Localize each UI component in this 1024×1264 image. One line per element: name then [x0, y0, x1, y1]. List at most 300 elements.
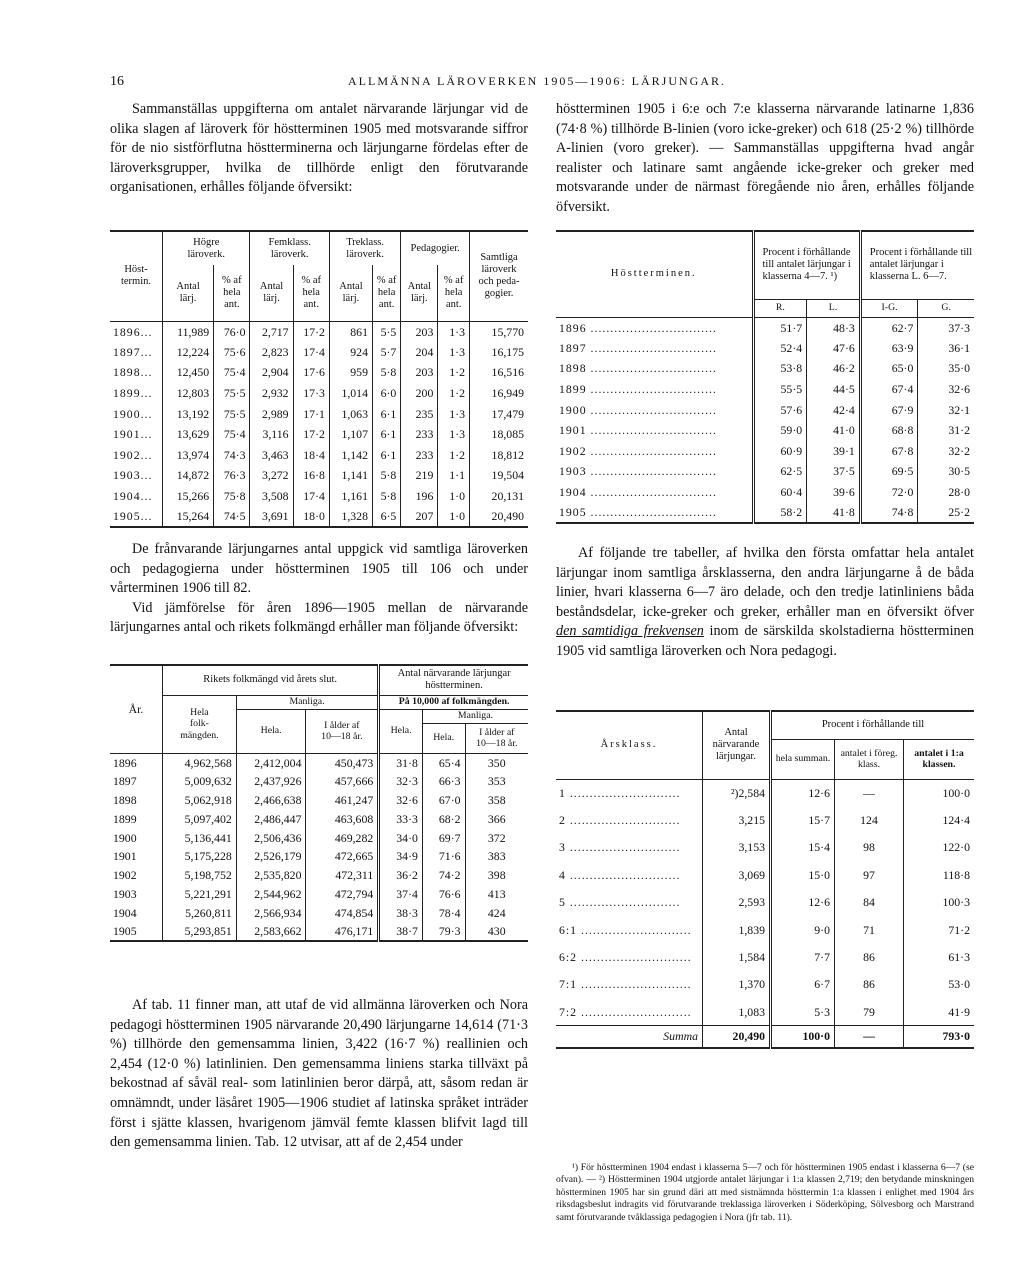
intro-paragraph: Sammanställas uppgifterna om antalet närvarande lärjungar vid de olika slagen af läroverk för höstterminen 1905 med motsvarande siffror för de nio sistförflutna höstterminerna och lärjungarne fördelas efter de läroverksgrupper, hvilka de tillhörde enligt den förutvarande organisationen, erhålles följande öfversikt: [110, 101, 528, 196]
table-row [110, 445, 528, 466]
t2-cell: 430 [487, 924, 506, 939]
t4-class: 6:1 ............................ [556, 916, 703, 943]
t2-year: 1896 [110, 753, 163, 772]
t2-year: 1904 [110, 903, 163, 922]
t4-cell: 71 [835, 916, 904, 943]
t3-year: 1905 ................................ [556, 502, 753, 523]
t1-cell: 18·4 [293, 445, 329, 466]
t1-cell: 2,717 [250, 321, 293, 342]
t2-hela-folk: Hela folk- mängden. [163, 695, 237, 753]
t2-cell: 2,486,447 [236, 809, 306, 828]
t1-cell: 1·3 [438, 321, 470, 342]
t2-cell: 383 [487, 849, 506, 864]
t1-cell: 1·0 [438, 486, 470, 507]
t3-cell: 39·6 [807, 482, 861, 503]
t4-sum-cell: 20,490 [703, 1026, 771, 1048]
t2-cell: 358 [487, 792, 506, 807]
t2-cell: 74·2 [422, 866, 465, 885]
table-row [110, 903, 528, 922]
t3-year: 1896 ................................ [556, 317, 753, 338]
absent-paragraph: De frånvarande lärjungarnes antal uppgick vid samtliga läroverken och pedagogierna under höstterminen 1905 till 106 och under vårterminen 1906 till 82. [110, 541, 528, 597]
t1-year: 1898... [110, 362, 163, 383]
t1-cell: 20,490 [491, 509, 524, 524]
t2-cell: 36·2 [379, 866, 423, 885]
t1-cell: 2,932 [250, 383, 293, 404]
t1-cell: 1·2 [438, 445, 470, 466]
table-row [556, 482, 974, 503]
t2-year: 1897 [110, 772, 163, 791]
t3-year: 1902 ................................ [556, 441, 753, 462]
t1-cell: 76·0 [214, 321, 250, 342]
t1-cell: 17·4 [293, 486, 329, 507]
t2-cell: 413 [487, 886, 506, 901]
table-row [110, 772, 528, 791]
t4-cell: 71·2 [948, 922, 970, 937]
t3-cell: 39·1 [807, 441, 861, 462]
t1-cell: 75·6 [214, 342, 250, 363]
t4-sum-cell: 793·0 [942, 1029, 970, 1044]
table-row [110, 383, 528, 404]
t1-year: 1904... [110, 486, 163, 507]
t1-cell: 6·1 [372, 403, 400, 424]
t1-cell: 16·8 [293, 465, 329, 486]
t1-year: 1900... [110, 403, 163, 424]
t4-sum-label: Summa [556, 1026, 703, 1048]
t1-group-pedagogier: Pedagogier. [401, 231, 470, 265]
t1-cell: 75·4 [214, 362, 250, 383]
t3-cell: 42·4 [807, 399, 861, 420]
t1-cell: 12,450 [163, 362, 214, 383]
t2-cell: 2,412,004 [236, 753, 306, 772]
t3-cell: 52·4 [753, 338, 807, 359]
t2-antal-manliga-alder: I ålder af 10—18 år. [476, 726, 518, 749]
t3-cell: 55·5 [753, 379, 807, 400]
t1-col-total: Samtliga läroverk och peda- gogier. [478, 252, 520, 300]
table-row [110, 342, 528, 363]
t2-manliga: Manliga. [236, 695, 378, 709]
t1-cell: 17·1 [293, 403, 329, 424]
t1-cell: 233 [401, 445, 438, 466]
t3-year: 1904 ................................ [556, 482, 753, 503]
t2-cell: 5,062,918 [163, 791, 237, 810]
comparison-paragraph: Vid jämförelse för åren 1896—1905 mellan de närvarande lärjungarnes antal och rikets folkmängd erhåller man följande öfversikt: [110, 599, 528, 636]
t1-cell: 5·8 [372, 465, 400, 486]
t3-cell: 60·4 [753, 482, 807, 503]
t4-cell: 124·4 [942, 813, 970, 828]
table-row [556, 834, 974, 861]
t1-cell: 1·2 [438, 362, 470, 383]
t2-cell: 68·2 [422, 809, 465, 828]
table-row [110, 486, 528, 507]
t1-cell: 3,691 [250, 506, 293, 527]
t2-cell: 474,854 [306, 903, 379, 922]
t4-cell: 118·8 [942, 867, 970, 882]
t4-cell: 12·6 [771, 889, 835, 916]
t3-cell: 41·0 [807, 420, 861, 441]
t4-cell: 1,370 [703, 971, 771, 998]
t1-cell: 18,812 [491, 447, 524, 462]
table-row [110, 847, 528, 866]
t4-cell: 84 [835, 889, 904, 916]
t2-cell: 5,293,851 [163, 922, 237, 941]
t2-cell: 5,097,402 [163, 809, 237, 828]
t3-group2: Procent i förhållande till antalet lärjungar i klasserna L. 6—7. [869, 247, 973, 283]
t4-cell: 97 [835, 861, 904, 888]
t3-cell: 72·0 [860, 482, 918, 503]
table-row [110, 424, 528, 445]
t2-group-students: Antal närvarande lärjungar höstterminen. [379, 665, 528, 695]
table-row [556, 971, 974, 998]
t1-cell: 15,770 [491, 324, 524, 339]
table-row [110, 321, 528, 342]
t2-cell: 476,171 [306, 922, 379, 941]
t3-cell: 65·0 [860, 358, 918, 379]
t4-cell: 100·3 [942, 895, 970, 910]
frequency-text: Af följande tre tabeller, af hvilka den första omfattar hela antalet lärjungar inom samtliga årsklasserna, den andra lärjungarne å de båda linier, hvari klasserna 6—7 äro delade, och den tredje latinliniens båda beståndsdelar, icke-greker och greker, erhåller man en öfversikt öfver [556, 545, 974, 620]
t4-cell: 2,593 [703, 889, 771, 916]
t1-cell: 17·3 [293, 383, 329, 404]
t2-antal-hela: Hela. [379, 709, 423, 753]
t3-cell: 35·0 [948, 361, 970, 376]
t1-cell: 17·6 [293, 362, 329, 383]
table-row [556, 317, 974, 338]
t4-class: 7:1 ............................ [556, 971, 703, 998]
t4-class: 1 ............................ [556, 779, 703, 806]
t4-col-antal: Antal närvarande lärjungar. [703, 711, 771, 779]
t2-cell: 2,583,662 [236, 922, 306, 941]
t1-cell: 12,224 [163, 342, 214, 363]
table-row [556, 441, 974, 462]
t3-cell: 31·2 [948, 423, 970, 438]
t1-cell: 13,629 [163, 424, 214, 445]
t1-cell: 12,803 [163, 383, 214, 404]
table-row [110, 885, 528, 904]
t2-cell: 2,544,962 [236, 885, 306, 904]
t3-year: 1897 ................................ [556, 338, 753, 359]
t1-cell: 17·4 [293, 342, 329, 363]
t2-cell: 457,666 [306, 772, 379, 791]
t1-cell: 18·0 [293, 506, 329, 527]
t3-cell: 48·3 [807, 317, 861, 338]
t1-sub-antal: Antal lärj. [250, 265, 293, 321]
t1-cell: 1·2 [438, 383, 470, 404]
t2-manliga-hela: Hela. [236, 709, 306, 753]
t1-cell: 17·2 [293, 321, 329, 342]
t4-cell: 1,584 [703, 943, 771, 970]
t2-cell: 34·9 [379, 847, 423, 866]
t1-cell: 6·1 [372, 445, 400, 466]
table-row [556, 358, 974, 379]
t1-cell: 75·5 [214, 383, 250, 404]
t1-cell: 6·0 [372, 383, 400, 404]
t3-cell: 62·7 [860, 317, 918, 338]
t1-cell: 861 [329, 321, 372, 342]
t1-sub-antal: Antal lärj. [163, 265, 214, 321]
t3-cell: 32·1 [948, 402, 970, 417]
t1-cell: 235 [401, 403, 438, 424]
t3-cell: 44·5 [807, 379, 861, 400]
t1-cell: 13,974 [163, 445, 214, 466]
t3-sub-ig: I-G. [860, 299, 918, 317]
t4-cell: 9·0 [771, 916, 835, 943]
t1-cell: 924 [329, 342, 372, 363]
t1-cell: 20,131 [491, 489, 524, 504]
t1-group-treklass: Treklass. läroverk. [329, 231, 400, 265]
t1-cell: 2,823 [250, 342, 293, 363]
t2-cell: 472,665 [306, 847, 379, 866]
table-row [110, 922, 528, 941]
t3-cell: 30·5 [948, 464, 970, 479]
t2-cell: 366 [487, 811, 506, 826]
t1-cell: 1,328 [329, 506, 372, 527]
t1-cell: 959 [329, 362, 372, 383]
t2-cell: 350 [487, 755, 506, 770]
t1-cell: 17,479 [491, 406, 524, 421]
table-row [556, 399, 974, 420]
left-intro [110, 100, 528, 198]
t4-col-class: Årsklass. [556, 711, 703, 779]
t1-cell: 75·4 [214, 424, 250, 445]
latin-paragraph: höstterminen 1905 i 6:e och 7:e klasserna närvarande latinarne 1,836 (74·8 %) tillhörde B-linien (voro icke-greker) och 618 (25·2 %) tillhörde A-linien (voro greker). — Sammanställas uppgifterna hvad angår realister och latinare samt angående icke-greker och greker med motsvarande under de närmast föregående nio åren, erhålles följande öfversikt. [556, 101, 974, 215]
t2-antal-manliga: Manliga. [422, 709, 528, 723]
t3-cell: 67·4 [860, 379, 918, 400]
t3-sub-g: G. [941, 302, 951, 314]
t1-cell: 1,107 [329, 424, 372, 445]
t1-col-year: Höst- termin. [110, 231, 163, 321]
t4-cell: 15·4 [771, 834, 835, 861]
t4-cell: 86 [835, 943, 904, 970]
t3-cell: 67·9 [860, 399, 918, 420]
t4-cell: 61·3 [948, 950, 970, 965]
t3-cell: 37·3 [948, 320, 970, 335]
t2-cell: 469,282 [306, 828, 379, 847]
table-row [110, 403, 528, 424]
t4-cell: 122·0 [942, 840, 970, 855]
t4-class: 4 ............................ [556, 861, 703, 888]
frequency-paragraph [556, 544, 974, 662]
table-row [110, 809, 528, 828]
table-classes [556, 710, 974, 1049]
t2-cell: 5,260,811 [163, 903, 237, 922]
t1-cell: 5·8 [372, 486, 400, 507]
t1-cell: 207 [401, 506, 438, 527]
t2-cell: 424 [487, 905, 506, 920]
t2-cell: 5,009,632 [163, 772, 237, 791]
t2-year: 1905 [110, 922, 163, 941]
table-row [556, 338, 974, 359]
t3-year: 1899 ................................ [556, 379, 753, 400]
t1-sub-pct: % af hela ant. [293, 265, 329, 321]
footnotes [556, 1162, 974, 1224]
t1-cell: 16,516 [491, 365, 524, 380]
t3-cell: 28·0 [948, 485, 970, 500]
t2-cell: 69·7 [422, 828, 465, 847]
right-middle [556, 544, 974, 662]
t2-cell: 2,506,436 [236, 828, 306, 847]
t1-cell: 14,872 [163, 465, 214, 486]
frequency-text-end: inom de särskilda skolstadierna höstterminen 1905 vid samtliga läroverken och Nora pedagogi. [556, 623, 974, 659]
table-row [110, 506, 528, 527]
table-sum-row [556, 1026, 974, 1048]
t2-cell: 5,198,752 [163, 866, 237, 885]
t4-cell: 5·3 [771, 998, 835, 1025]
table-row [556, 943, 974, 970]
t3-cell: 51·7 [753, 317, 807, 338]
t2-cell: 5,136,441 [163, 828, 237, 847]
t3-cell: 58·2 [753, 502, 807, 523]
t4-sub-foreg: antalet i föreg. klass. [835, 739, 904, 779]
t2-manliga-alder: I ålder af 10—18 år. [306, 709, 379, 753]
t1-cell: 6·5 [372, 506, 400, 527]
t4-class: 6:2 ............................ [556, 943, 703, 970]
t1-cell: 75·5 [214, 403, 250, 424]
t3-cell: 63·9 [860, 338, 918, 359]
t2-cell: 472,794 [306, 885, 379, 904]
table-row [110, 753, 528, 772]
t4-cell: 1,083 [703, 998, 771, 1025]
table-lines [556, 230, 974, 524]
t4-cell: 3,069 [703, 861, 771, 888]
t2-cell: 463,608 [306, 809, 379, 828]
t2-col-year: År. [110, 665, 163, 753]
left-middle [110, 540, 528, 638]
t1-cell: 3,272 [250, 465, 293, 486]
t3-sub-l: L. [807, 299, 861, 317]
t1-year: 1901... [110, 424, 163, 445]
t2-cell: 38·3 [379, 903, 423, 922]
t1-cell: 1·3 [438, 424, 470, 445]
t2-cell: 2,566,934 [236, 903, 306, 922]
t2-cell: 34·0 [379, 828, 423, 847]
t4-cell: 124 [835, 806, 904, 833]
t2-cell: 398 [487, 868, 506, 883]
t2-cell: 2,466,638 [236, 791, 306, 810]
table-row [556, 998, 974, 1025]
table-population [110, 664, 528, 942]
t1-year: 1897... [110, 342, 163, 363]
left-bottom [110, 996, 528, 1153]
t4-cell: 3,215 [703, 806, 771, 833]
t2-cell: 71·6 [422, 847, 465, 866]
t1-cell: 16,175 [491, 344, 524, 359]
t1-year: 1905... [110, 506, 163, 527]
t1-cell: 204 [401, 342, 438, 363]
t3-cell: 41·8 [807, 502, 861, 523]
t4-cell: 98 [835, 834, 904, 861]
t2-cell: 372 [487, 830, 506, 845]
t1-year: 1899... [110, 383, 163, 404]
table-row [556, 502, 974, 523]
t4-cell: ²)2,584 [703, 779, 771, 806]
t1-cell: 1·3 [438, 342, 470, 363]
t3-cell: 62·5 [753, 461, 807, 482]
t3-cell: 32·6 [948, 382, 970, 397]
t1-cell: 2,989 [250, 403, 293, 424]
table-row [110, 828, 528, 847]
t4-sum-cell: 100·0 [771, 1026, 835, 1048]
t3-cell: 68·8 [860, 420, 918, 441]
t4-cell: 12·6 [771, 779, 835, 806]
t2-per-10000: På 10,000 af folkmängden. [379, 695, 528, 709]
t1-cell: 76·3 [214, 465, 250, 486]
t1-cell: 1,014 [329, 383, 372, 404]
t2-year: 1903 [110, 885, 163, 904]
t1-cell: 233 [401, 424, 438, 445]
t4-cell: 3,153 [703, 834, 771, 861]
t4-cell: 53·0 [948, 977, 970, 992]
table-row [110, 866, 528, 885]
t1-cell: 18,085 [491, 427, 524, 442]
t3-cell: 59·0 [753, 420, 807, 441]
t2-year: 1900 [110, 828, 163, 847]
table-row [556, 861, 974, 888]
t4-cell: 15·7 [771, 806, 835, 833]
t1-cell: 1,141 [329, 465, 372, 486]
t2-cell: 67·0 [422, 791, 465, 810]
t2-cell: 450,473 [306, 753, 379, 772]
t1-sub-pct: % af hela ant. [438, 265, 470, 321]
t2-cell: 4,962,568 [163, 753, 237, 772]
t1-cell: 6·1 [372, 424, 400, 445]
t3-cell: 36·1 [948, 340, 970, 355]
footnote-text: ¹) För höstterminen 1904 endast i klasserna 5—7 och för höstterminen 1905 endast i klasserna 6—7 (se ofvan). — ²) Höstterminen 1904 utgjorde antalet lärjungar i 1:a klassen 2,719; den betydande minskningen höstterminen 1905 har sin grund däri att med sistnämnda hösttermin 1:a klassen i enlighet med 1904 års riksdagsbeslut indragits vid förutvarande treklassiga läroverken i Söderköping, Sölvesborg och Marstrand samt förutvarande tvåklassiga pedagogien i Nora (jfr tab. 11). [556, 1162, 974, 1223]
t4-cell: 41·9 [948, 1004, 970, 1019]
t2-antal-manliga-hela: Hela. [422, 723, 465, 753]
t2-cell: 65·4 [422, 753, 465, 772]
table-row [556, 461, 974, 482]
t4-group: Procent i förhållande till [771, 711, 975, 739]
t3-group1: Procent i förhållande till antalet lärjungar i klasserna 4—7. ¹) [753, 231, 860, 299]
t4-cell: 6·7 [771, 971, 835, 998]
table-row [556, 779, 974, 806]
t3-cell: 47·6 [807, 338, 861, 359]
t2-cell: 66·3 [422, 772, 465, 791]
t2-year: 1898 [110, 791, 163, 810]
t3-cell: 46·2 [807, 358, 861, 379]
t1-cell: 1·3 [438, 403, 470, 424]
t2-cell: 2,437,926 [236, 772, 306, 791]
t3-cell: 32·2 [948, 443, 970, 458]
t2-cell: 32·6 [379, 791, 423, 810]
t3-sub-r: R. [753, 299, 807, 317]
t1-cell: 75·8 [214, 486, 250, 507]
table-row [556, 889, 974, 916]
t1-sub-pct: % af hela ant. [214, 265, 250, 321]
t1-cell: 1·1 [438, 465, 470, 486]
t2-year: 1901 [110, 847, 163, 866]
t2-cell: 2,535,820 [236, 866, 306, 885]
t1-cell: 15,264 [163, 506, 214, 527]
t1-cell: 196 [401, 486, 438, 507]
t1-sub-antal: Antal lärj. [401, 265, 438, 321]
t1-year: 1902... [110, 445, 163, 466]
t1-cell: 1·0 [438, 506, 470, 527]
t4-class: 7:2 ............................ [556, 998, 703, 1025]
t4-class: 3 ............................ [556, 834, 703, 861]
page-number: 16 [110, 74, 124, 89]
t1-cell: 15,266 [163, 486, 214, 507]
t2-cell: 31·8 [379, 753, 423, 772]
running-title: ALLMÄNNA LÄROVERKEN 1905—1906: LÄRJUNGAR. [348, 74, 726, 88]
t3-cell: 53·8 [753, 358, 807, 379]
t1-cell: 74·5 [214, 506, 250, 527]
table-school-groups [110, 230, 528, 528]
table-row [110, 362, 528, 383]
t1-cell: 203 [401, 321, 438, 342]
t1-sub-antal: Antal lärj. [329, 265, 372, 321]
t3-col-year: Höstterminen. [556, 231, 753, 317]
t1-cell: 203 [401, 362, 438, 383]
